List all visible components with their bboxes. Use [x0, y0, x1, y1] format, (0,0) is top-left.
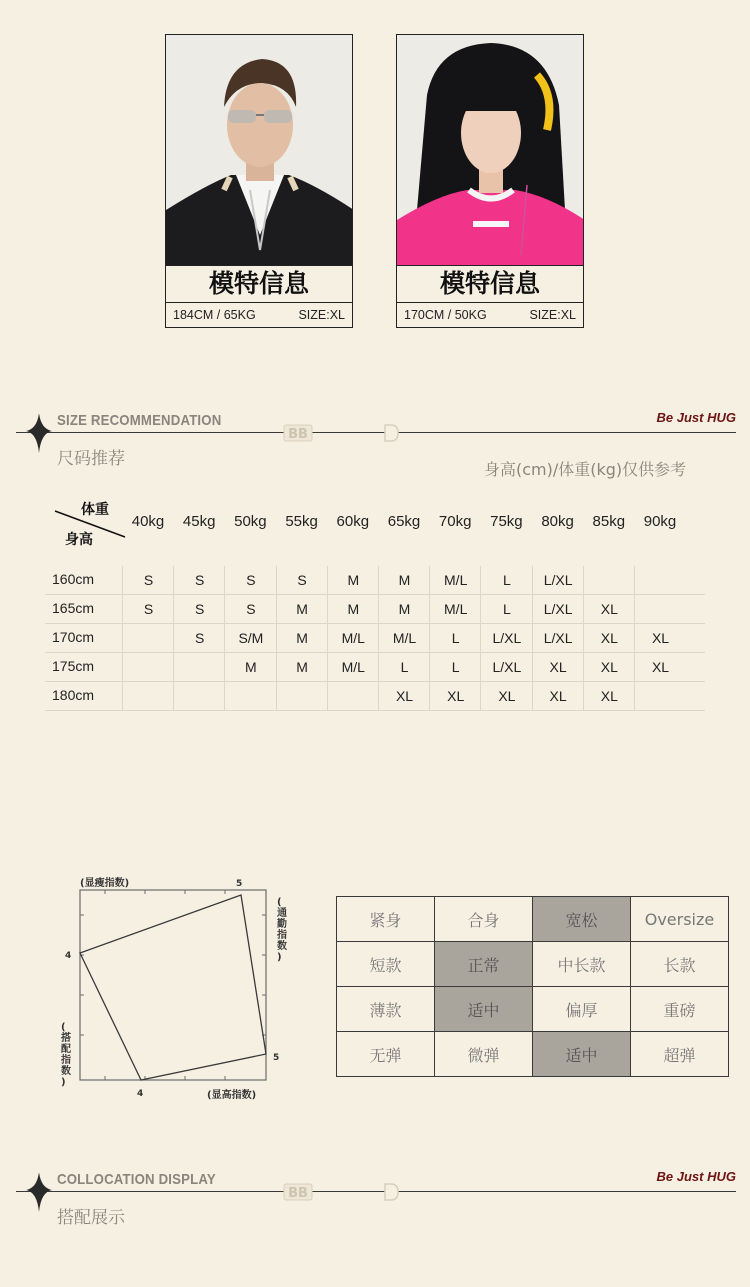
size-cell: L [429, 624, 481, 652]
table-row [45, 682, 705, 711]
table-row [45, 624, 705, 653]
model-stats [397, 303, 583, 328]
size-cell: M [224, 653, 276, 681]
size-cell: XL [583, 595, 635, 623]
table-row [45, 566, 705, 595]
model-photo-female [397, 35, 583, 265]
fit-option: 偏厚 [533, 987, 631, 1032]
model-height-weight: 184CM / 65KG [173, 308, 256, 322]
size-cell: S [122, 595, 174, 623]
svg-text:(搭配指数): (搭配指数) [61, 1022, 71, 1088]
size-cell: XL [583, 682, 635, 710]
size-cell: M [276, 624, 328, 652]
fit-row [337, 942, 729, 987]
size-cell: L [429, 653, 481, 681]
svg-text:(通勤指数): (通勤指数) [277, 897, 287, 963]
size-cell: M/L [327, 624, 379, 652]
table-row [45, 653, 705, 682]
table-row [45, 595, 705, 624]
value-commute: 5 [273, 1053, 280, 1063]
height-label: 180cm [52, 687, 95, 703]
size-cell: L/XL [480, 624, 532, 652]
fit-option: 中长款 [533, 942, 631, 987]
section-divider [16, 1191, 736, 1192]
model-height-weight: 170CM / 50KG [404, 308, 487, 322]
height-label: 175cm [52, 658, 95, 674]
fit-option-selected: 正常 [435, 942, 533, 987]
fit-option: 长款 [631, 942, 729, 987]
size-rows [45, 566, 705, 711]
frame-ticks [80, 890, 266, 1080]
value-match: 4 [65, 951, 72, 961]
model-card-title: 模特信息 [166, 265, 352, 303]
index-polygon [80, 895, 266, 1080]
collocation-section-header [0, 1171, 750, 1241]
size-cell: L/XL [532, 566, 584, 594]
fit-option: Oversize [631, 897, 729, 942]
model-card-male [165, 34, 353, 328]
fit-option: 合身 [435, 897, 533, 942]
height-label: 160cm [52, 571, 95, 587]
model-size: SIZE:XL [298, 308, 345, 322]
label-commute-index [277, 897, 287, 963]
fit-option: 短款 [337, 942, 435, 987]
size-cell [583, 566, 635, 594]
model-photo-male [166, 35, 352, 265]
corner-weight-label: 体重 [81, 502, 109, 518]
size-cell: M [276, 653, 328, 681]
section-title-en: COLLOCATION DISPLAY [57, 1171, 216, 1188]
fit-option: 紧身 [337, 897, 435, 942]
size-cell [224, 682, 276, 710]
weight-header: 75kg [490, 513, 523, 530]
fit-option: 重磅 [631, 987, 729, 1032]
weight-header: 70kg [438, 513, 472, 530]
size-cell: L [480, 595, 532, 623]
section-title-cn: 搭配展示 [57, 1208, 125, 1228]
weight-header: 90kg [643, 513, 677, 530]
height-label: 170cm [52, 629, 95, 645]
fit-option: 超弹 [631, 1032, 729, 1077]
table-corner [53, 497, 128, 549]
size-cell: M [276, 595, 328, 623]
size-cell: M [327, 595, 379, 623]
size-cell: S [122, 566, 174, 594]
size-cell: M [327, 566, 379, 594]
size-cell: S [224, 566, 276, 594]
size-cell: M [378, 595, 430, 623]
size-cell: L [480, 566, 532, 594]
bb-logo-icon [283, 424, 313, 442]
corner-height-label: 身高 [65, 532, 93, 548]
label-slim-index: (显瘦指数) [80, 878, 130, 889]
model-stats [166, 303, 352, 328]
height-label: 165cm [52, 600, 95, 616]
section-divider [16, 432, 736, 433]
size-cell: S [173, 624, 225, 652]
size-cell: XL [634, 653, 686, 681]
size-cell: S/M [224, 624, 276, 652]
size-cell: L/XL [532, 595, 584, 623]
fit-option: 无弹 [337, 1032, 435, 1077]
fit-option-selected: 适中 [435, 987, 533, 1032]
size-cell: M/L [429, 566, 481, 594]
weight-header: 65kg [387, 513, 421, 530]
size-cell [122, 624, 174, 652]
weight-header: 40kg [131, 513, 165, 530]
size-cell: XL [532, 653, 584, 681]
size-cell: M/L [429, 595, 481, 623]
weight-header: 45kg [182, 513, 216, 530]
section-title-en: SIZE RECOMMENDATION [57, 412, 222, 429]
label-match-index [60, 1022, 71, 1088]
fit-option: 微弹 [435, 1032, 533, 1077]
weight-header: 55kg [285, 513, 318, 530]
size-cell: M/L [327, 653, 379, 681]
fit-option-selected: 适中 [533, 1032, 631, 1077]
size-cell: XL [583, 653, 635, 681]
sparkle-icon [26, 1173, 52, 1213]
weight-header: 85kg [592, 513, 626, 530]
fit-row [337, 1032, 729, 1077]
d-logo-icon [383, 424, 399, 442]
size-cell: M [378, 566, 430, 594]
weight-header: 50kg [234, 513, 267, 530]
value-slim: 5 [236, 879, 243, 889]
size-cell: L/XL [480, 653, 532, 681]
unit-note: 身高(cm)/体重(kg)仅供参考 [484, 460, 687, 479]
size-cell [634, 682, 686, 710]
size-cell: XL [532, 682, 584, 710]
size-cell: M/L [378, 624, 430, 652]
chart-frame [80, 890, 266, 1080]
bb-logo-icon [283, 1183, 313, 1201]
model-size: SIZE:XL [529, 308, 576, 322]
svg-text:BB: BB [288, 427, 308, 442]
fit-option-selected: 宽松 [533, 897, 631, 942]
size-cell: XL [480, 682, 532, 710]
label-height-index: (显高指数) [207, 1090, 257, 1101]
size-cell: XL [378, 682, 430, 710]
model-card-title: 模特信息 [397, 265, 583, 303]
sparkle-icon [26, 414, 52, 454]
section-title-cn: 尺码推荐 [57, 449, 125, 469]
size-cell: S [224, 595, 276, 623]
weight-header: 60kg [336, 513, 370, 530]
size-cell: S [173, 566, 225, 594]
size-cell [276, 682, 328, 710]
size-cell [173, 682, 225, 710]
value-height: 4 [137, 1089, 144, 1099]
d-logo-icon [383, 1183, 399, 1201]
size-cell: XL [634, 624, 686, 652]
size-cell [634, 595, 686, 623]
size-cell [122, 653, 174, 681]
fit-row [337, 987, 729, 1032]
size-cell: S [173, 595, 225, 623]
size-cell [634, 566, 686, 594]
model-card-female [396, 34, 584, 328]
size-cell [173, 653, 225, 681]
brand-logo: Be Just HUG [656, 410, 736, 425]
size-cell: XL [583, 624, 635, 652]
size-cell: L [378, 653, 430, 681]
size-cell: S [276, 566, 328, 594]
size-cell [122, 682, 174, 710]
svg-text:BB: BB [288, 1186, 308, 1201]
size-cell: XL [429, 682, 481, 710]
size-cell [327, 682, 379, 710]
weight-header: 80kg [541, 513, 574, 530]
brand-logo: Be Just HUG [656, 1169, 736, 1184]
fit-attribute-table [336, 896, 729, 1077]
index-quad-chart [55, 870, 295, 1110]
fit-option: 薄款 [337, 987, 435, 1032]
fit-row [337, 897, 729, 942]
size-cell: L/XL [532, 624, 584, 652]
